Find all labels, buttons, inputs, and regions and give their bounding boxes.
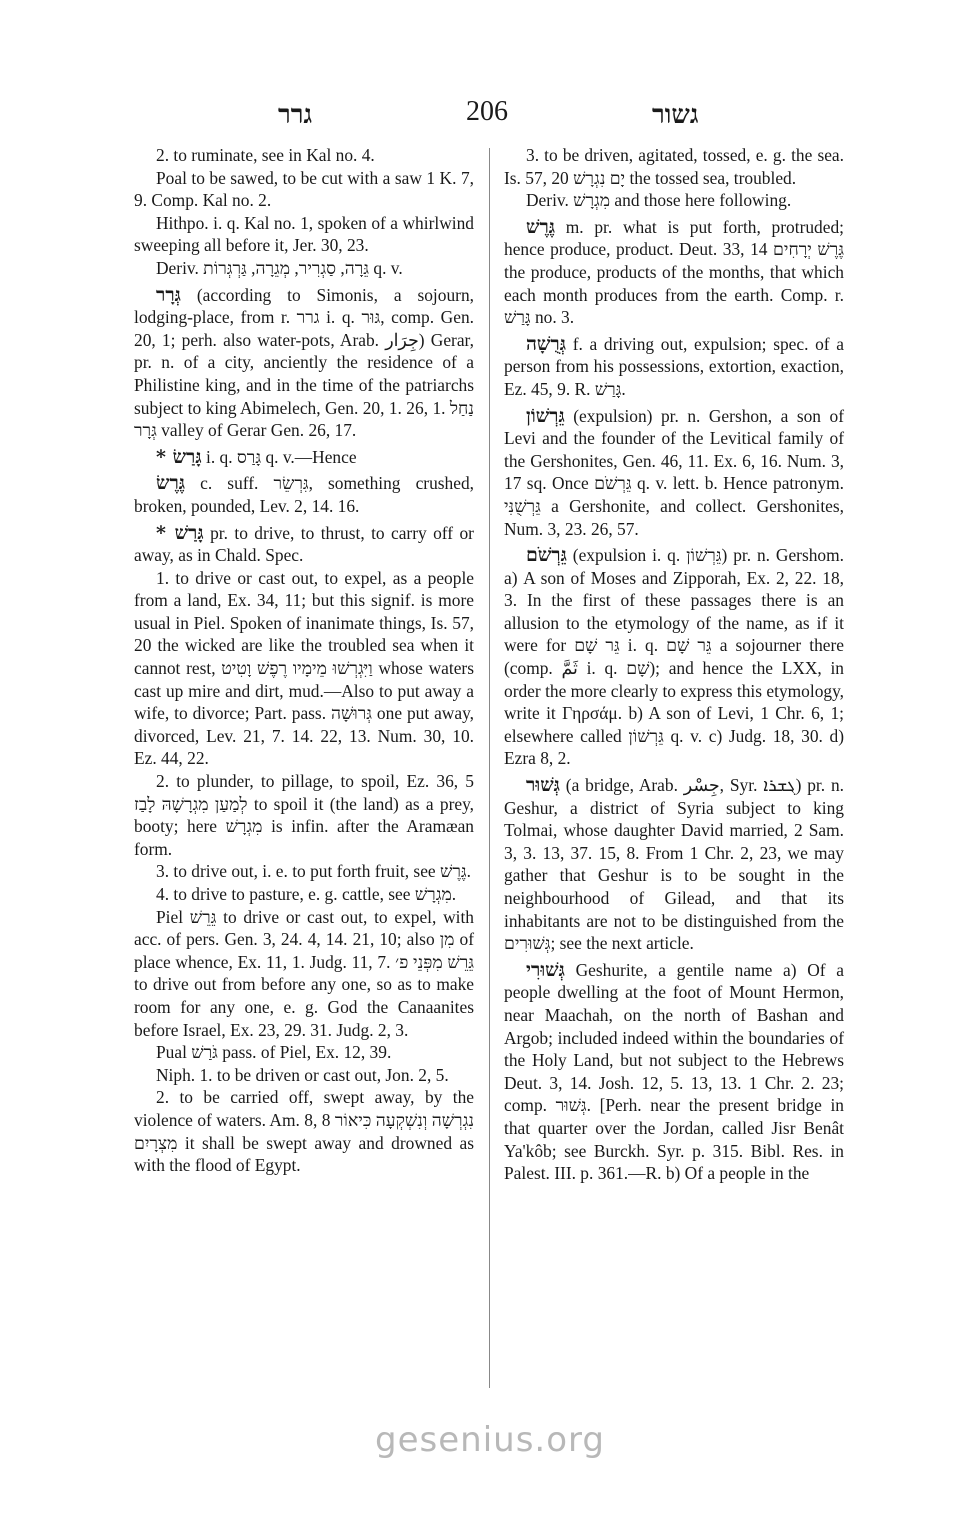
paragraph: 2. to be carried off, swept away, by the violence of waters. Am. 8, 8 נִגְרְשָׁה וְנִשְׁקְעָה כִּיאוֹר מִצְרָיִם it shall be swept away and drowned as with the flood of Egypt.	[134, 1087, 474, 1176]
paragraph: Deriv. מִגְרָשׁ and those here following.	[526, 190, 792, 211]
entry-text: (expulsion) pr. n. Gershon, a son of Levi and the founder of the Levitical family of the Gershonites, Gen. 46, 11. Ex. 6, 16. Num. 3, 17 sq. Once גֵּרְשֹׁם q. v. lett. b. Hence patronym. גֵּרְשֻׁנִּי a Gershonite, and collect. Gershonites, Num. 3, 23. 26, 57.	[504, 405, 844, 539]
entry-text: c. suff. גִּרְשֵׂר, something crushed, broken, pounded, Lev. 2, 14. 16.	[134, 473, 475, 516]
paragraph: 3. to be driven, agitated, tossed, e. g. the sea. Is. 57, 20 יָם נִגְרָשׁ the tossed sea, troubled.	[504, 145, 844, 188]
dictionary-entry	[134, 284, 474, 442]
header-right-word: גשור	[652, 100, 699, 129]
paragraph: 2. to plunder, to pillage, to spoil, Ez. 36, 5 לְמַעַן מִגְרָשָׁהּ לָבַז to spoil it (the land) as a prey, booty; here מִגְרָשׁ is infin. after the Aramæan form.	[134, 771, 475, 859]
dictionary-entry	[134, 472, 474, 517]
paragraph: 2. to ruminate, see in Kal no. 4.	[156, 145, 375, 165]
entry-text: f. a driving out, expulsion; spec. of a person from his possessions, extortion, exaction, Ez. 45, 9. R. גָּרַשׁ.	[504, 333, 844, 399]
paragraph: Hithpo. i. q. Kal no. 1, spoken of a whirlwind sweeping all before it, Jer. 30, 23.	[134, 212, 474, 256]
dictionary-entry	[504, 216, 844, 329]
running-header	[0, 96, 980, 136]
paragraph: 4. to drive to pasture, e. g. cattle, see מִגְרָשׁ.	[156, 884, 457, 904]
dictionary-entry	[504, 774, 844, 955]
headword: גֵּרְשֹׁם	[526, 544, 567, 567]
entry-text: m. pr. what is put forth, protruded; hence produce, product. Deut. 33, 14 גֶּרֶשׁ יְרָחִים the produce, products of the months, that which each month produces from the earth. Comp. r. גָּרַשׁ no. 3.	[504, 216, 844, 328]
headword: גֶּרֶשׁ	[526, 215, 556, 238]
dictionary-entry	[134, 446, 474, 469]
paragraph: Pual גֹּרַשׁ pass. of Piel, Ex. 12, 39.	[156, 1042, 392, 1063]
entry-text: pr. to drive, to thrust, to carry off or away, as in Chald. Spec.	[134, 522, 474, 566]
dictionary-entry	[504, 544, 844, 770]
dictionary-entry	[504, 959, 844, 1185]
headword: גְּרֻשָׁה	[526, 332, 566, 355]
dictionary-entry	[134, 522, 474, 567]
left-column	[134, 144, 474, 1177]
entry-text: (a bridge, Arab. جِسْر, Syr. ܓܫܪܐ) pr. n. Geshur, a district of Syria subject to king Tolmai, whose daughter David married, 2 Sam. 3, 3. 13, 37. 15, 8. From 1 Chr. 2, 23, we may gather that Geshur is to be sought in the neighbourhood of Gilead, and that its inhabitants are not to be distinguished from the גְּשׁוּרִים; see the next article.	[504, 775, 844, 954]
dictionary-entry	[504, 405, 844, 541]
headword: גֶּרֶשׂ	[156, 472, 186, 495]
paragraph: Poal to be sawed, to be cut with a saw 1 K. 7, 9. Comp. Kal no. 2.	[134, 167, 474, 211]
headword: גֵּרְשׁוֹן	[526, 404, 565, 427]
entry-text: i. q. גָּרַס q. v.—Hence	[205, 446, 357, 467]
paragraph: Deriv. גֵּרָה, סַגְרִיר, מְגֵרָה, גַּרְגְּרוֹת q. v.	[156, 257, 403, 278]
headword: גְּשׁוּרִי	[526, 958, 565, 981]
paragraph: Niph. 1. to be driven or cast out, Jon. 2, 5.	[156, 1064, 449, 1085]
paragraph: 1. to drive or cast out, to expel, as a people from a land, Ex. 34, 11; but this signif. is more usual in Piel. Spoken of inanimate things, Is. 57, 20 the wicked are like the troubled sea when it cannot rest, וַיִּגְרְשׁוּ מֵימָיו רֶפֶשׁ וָטִיט whose waters cast up mire and dirt, mud.—Also to put away a wife, to divorce; Part. pass. גְּרוּשָׁה one put away, divorced, Lev. 21, 7. 14. 22, 13. Num. 30, 10. Ez. 44, 22.	[134, 567, 474, 769]
entry-text: (according to Simonis, a sojourn, lodging-place, from r. גרר i. q. גּוּר, comp. Gen. 20, 1; perh. also water-pots, Arab. جِرَار) Gerar, pr. n. of a city, anciently the residence of a Philistine king, and in the time of the patriarchs subject to king Abimelech, Gen. 20, 1. 26, 1. נַחַל גְּרָר valley of Gerar Gen. 26, 17.	[134, 284, 474, 441]
paragraph: Piel גֵּרֵשׁ to drive or cast out, to expel, with acc. of pers. Gen. 3, 24. 4, 14. 21, 10; also מִן of place whence, Ex. 11, 1. Judg. 11, 7. גֵּרֵשׁ מִפְּנֵי פ׳ to drive out from before any one, so as to make room for any one, e. g. God the Canaanites before Israel, Ex. 23, 29. 31. Judg. 2, 3.	[134, 906, 475, 1040]
header-left-word: גרר	[278, 100, 313, 129]
headword: * גָּרַשׁ	[156, 521, 204, 544]
entry-text: Geshurite, a gentile name a) Of a people dwelling at the foot of Mount Hermon, near Maachah, on the north of Bashan and Argob; included indeed within the boundaries of the Holy Land, but not subject to the Hebrews Deut. 3, 14. Josh. 12, 5. 13, 13. 1 Chr. 2. 23; comp. גְּשׁוּר. [Perh. near the present bridge in that quarter over the Jordan, called Jisr Benât Ya'kôb; see Burckh. Syr. p. 315. Bibl. Res. in Palest. III. p. 361.—R. b) Of a people in the	[504, 959, 844, 1184]
right-column	[504, 144, 844, 1185]
headword: גְּרָר	[156, 283, 181, 306]
page-number: 206	[466, 96, 508, 127]
entry-text: (expulsion i. q. גֵּרְשׁוֹן) pr. n. Gershom. a) A son of Moses and Zipporah, Ex. 2, 22. 18, 3. In the first of these passages there is an allusion to the etymology of the name, as if it were for גֵּר שָׁם i. q. גֵּר שָׁם a sojourner there (comp. ثَمَّ i. q. שָׁם); and hence the LXX, in order the more clearly to express this etymology, write it Γηρσάμ. b) A son of Levi, 1 Chr. 6, 1; elsewhere called גֵּרְשׁוֹן q. v. c) Judg. 18, 30. d) Ezra 8, 2.	[504, 545, 845, 769]
dictionary-entry	[504, 333, 844, 401]
paragraph: 3. to drive out, i. e. to put forth fruit, see גֶּרֶשׁ.	[156, 861, 471, 882]
headword: * גָּרַשׂ	[156, 445, 202, 468]
column-divider	[489, 148, 490, 1388]
watermark: gesenius.org	[375, 1420, 605, 1460]
headword: גְּשׁוּר	[526, 774, 560, 797]
